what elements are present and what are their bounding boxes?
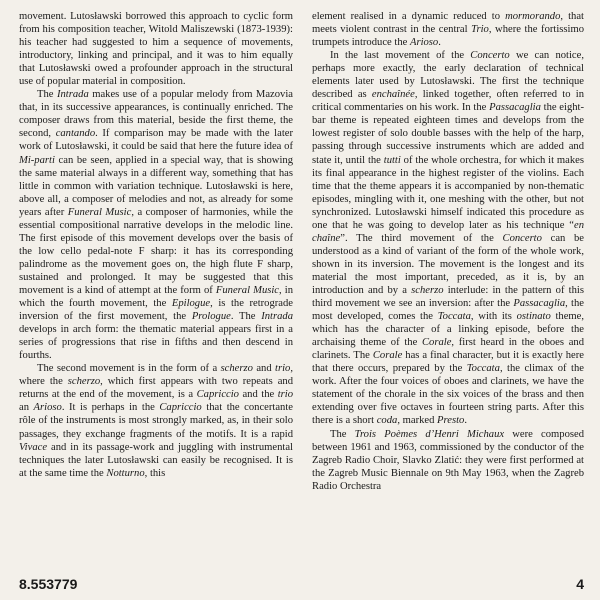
text-run: element realised in a dynamic reduced to: [312, 11, 506, 22]
text-run: and in its passage-work and juggling with instrumental techniques the later Lutosławski can easily be recognised. It is at the same time the: [19, 441, 293, 479]
text-run: , the climax of the work. After the four voices of oboes and clarinets, we have the statement of the chorale in the six voices of the brass and then extending over five octaves in fourteen string parts. After this there is a short: [312, 363, 584, 427]
text-run: and: [252, 363, 276, 375]
text-run: theme, which has the character of a linking episode, before the archaising theme of the: [312, 311, 585, 349]
text-run: , that meets violent contrast in the central: [312, 11, 584, 36]
italic-term: Concerto: [470, 50, 510, 62]
italic-term: Passacaglia: [489, 102, 541, 114]
italic-term: trio: [275, 363, 291, 375]
italic-term: Presto: [437, 415, 465, 427]
italic-term: Passacaglia: [513, 298, 566, 310]
italic-term: Prologue: [191, 311, 231, 323]
left-paragraph-2: [19, 88, 293, 362]
italic-term: scherzo: [411, 284, 444, 296]
catalogue-number: 8.553779: [19, 576, 78, 592]
text-run: has a final character, but it is exactly here that there occurs, prepared by the: [312, 350, 584, 375]
italic-term: enchaînée: [371, 89, 415, 101]
text-run: the eight-bar theme is repeated eighteen times and develops from the lowest register of solo double basses with the help of the harp, passing through successive instruments which are added and state it, until the: [312, 102, 585, 166]
left-paragraph-3: [19, 362, 293, 479]
italic-term: ostinato: [516, 311, 551, 323]
text-run: ”. The third movement of the: [340, 232, 503, 244]
text-run: , this: [144, 467, 166, 479]
left-column: [19, 10, 293, 480]
italic-term: Trio: [471, 24, 489, 36]
text-run: In the last movement of the: [330, 50, 471, 62]
text-run: and the: [238, 389, 278, 401]
italic-term: Mi-parti: [19, 154, 55, 166]
text-run: movement. Lutosławski borrowed this approach to cyclic form from his composition teacher, Witold Maliszewski (1873-1939): his teacher had suggested to him a sequence of movements, introductory, linking and principal, and it was to him equally that Lutosławski owed a profounder approach in the structural use of popular material in composition.: [19, 11, 293, 88]
page-number: 4: [576, 576, 584, 592]
italic-term: Arioso: [33, 402, 62, 414]
italic-term: trio: [277, 389, 293, 401]
italic-term: Intrada: [56, 89, 89, 101]
text-run: , marked: [397, 415, 438, 427]
italic-term: Funeral Music: [215, 284, 280, 296]
text-run: develops in arch form: the thematic material appears first in a series of progressions that rise in fifths and then descend in fourths.: [19, 324, 293, 362]
text-run: , which first appears with two repeats and returns at the end of the movement, is a: [19, 376, 294, 401]
italic-term: Concerto: [502, 232, 542, 244]
italic-term: tutti: [383, 154, 401, 166]
italic-term: Vivace: [19, 441, 48, 453]
italic-term: Corale: [421, 337, 452, 349]
text-run: we can notice, perhaps more exactly, the early declaration of technical elements later used by Lutosławski. The first the technique described as: [312, 50, 584, 101]
text-run: an: [19, 402, 34, 414]
text-run: , a composer of harmonies, while the essential compositional narrative develops in the melodic line. The first episode of this movement develops over the basis of the low cello pedal-note F sharp: it has its corresponding palindrome as the movement goes on, the high flute F sharp, sustained and prolonged. It may be suggested that this movement is a kind of attempt at the form of: [19, 206, 293, 296]
italic-term: Toccata: [466, 363, 500, 375]
italic-term: Notturno: [106, 467, 145, 479]
italic-term: scherzo: [67, 376, 101, 388]
italic-term: scherzo: [220, 363, 253, 375]
italic-term: Intrada: [261, 311, 293, 323]
italic-term: mormorando: [505, 11, 561, 22]
text-run: , with its: [470, 311, 517, 323]
text-run: , where the fortissimo trumpets introduce the: [312, 24, 584, 49]
text-run: . It is perhaps in the: [61, 402, 160, 414]
text-run: that the concertante rôle of the instruments is most strongly marked, as, in their solo passages, they exchange fragments of the motifs. It is a rapid: [19, 402, 293, 440]
italic-term: Arioso: [409, 37, 439, 49]
text-run: .: [464, 415, 467, 427]
text-run: of the whole orchestra, for which it makes its final appearance in the highest register of the violins. Each time that the theme appears it is accompanied by non-thematic episodes, mingling with it, one meshing with the other, but not synchronized. Lutosławski himself indicated this procedure as one that he was going to develop later as his technique “: [312, 154, 584, 231]
left-paragraph-1: [19, 10, 293, 88]
italic-term: Epilogue: [171, 298, 211, 310]
text-run: . The: [230, 311, 262, 323]
text-run: were composed between 1961 and 1963, commissioned by the conductor of the Zagreb Radio Choir, Slavko Zlatić: they were first performed at the Zagreb Music Biennale on 9th May 1963, when the Zagreb Radio Orchestra: [312, 428, 584, 492]
italic-term: Corale: [372, 350, 403, 362]
text-run: makes use of a popular melody from Mazovia that, in its successive appearances, is continually enriched. The composer draws from this material, beside the first theme, the second,: [19, 89, 293, 140]
italic-term: Funeral Music: [67, 206, 132, 218]
text-run: interlude: in the pattern of this third movement we see an inversion: after the: [312, 284, 584, 310]
text-run: , first heard in the oboes and clarinets. The: [312, 337, 585, 362]
text-run: , linked together, often referred to in critical commentaries on his work. In the: [312, 89, 584, 114]
right-paragraph-2: [312, 49, 584, 427]
text-run: , in which the fourth movement, the: [19, 284, 294, 310]
text-run: . If comparison may be made with the later work of Lutosławski, it could be said that here the future idea of: [19, 128, 293, 153]
italic-term: en chaîne: [312, 219, 584, 244]
text-run: The second movement is in the form of a: [37, 363, 221, 375]
right-column: [312, 10, 584, 493]
italic-term: Capriccio: [196, 389, 239, 401]
italic-term: cantando: [55, 128, 96, 140]
right-paragraph-1: [312, 10, 584, 49]
italic-term: coda: [376, 415, 398, 427]
text-run: can be seen, applied in a special way, that is showing the same material always in a different way, something that has little in common with variation technique. Lutosławski is here, above all, a composer of melodies and not, as already for some years after: [19, 154, 293, 218]
italic-term: Capriccio: [159, 402, 202, 414]
text-run: , is the retrograde inversion of the first movement, the: [19, 298, 293, 323]
right-paragraph-3: [312, 428, 584, 493]
text-run: can be understood as a kind of variant of the form of the whole work, shown in its inversion. The movement is the longest and its material the most important, preceded, as it is, by an introduction and by a: [312, 232, 585, 296]
text-run: The: [330, 428, 355, 440]
text-run: The: [37, 89, 57, 101]
italic-term: Toccata: [437, 311, 471, 323]
italic-term: Trois Poèmes d’Henri Michaux: [354, 428, 505, 440]
text-run: , the most developed, comes the: [312, 298, 584, 323]
text-run: .: [438, 37, 441, 49]
text-run: , where the: [19, 363, 293, 388]
